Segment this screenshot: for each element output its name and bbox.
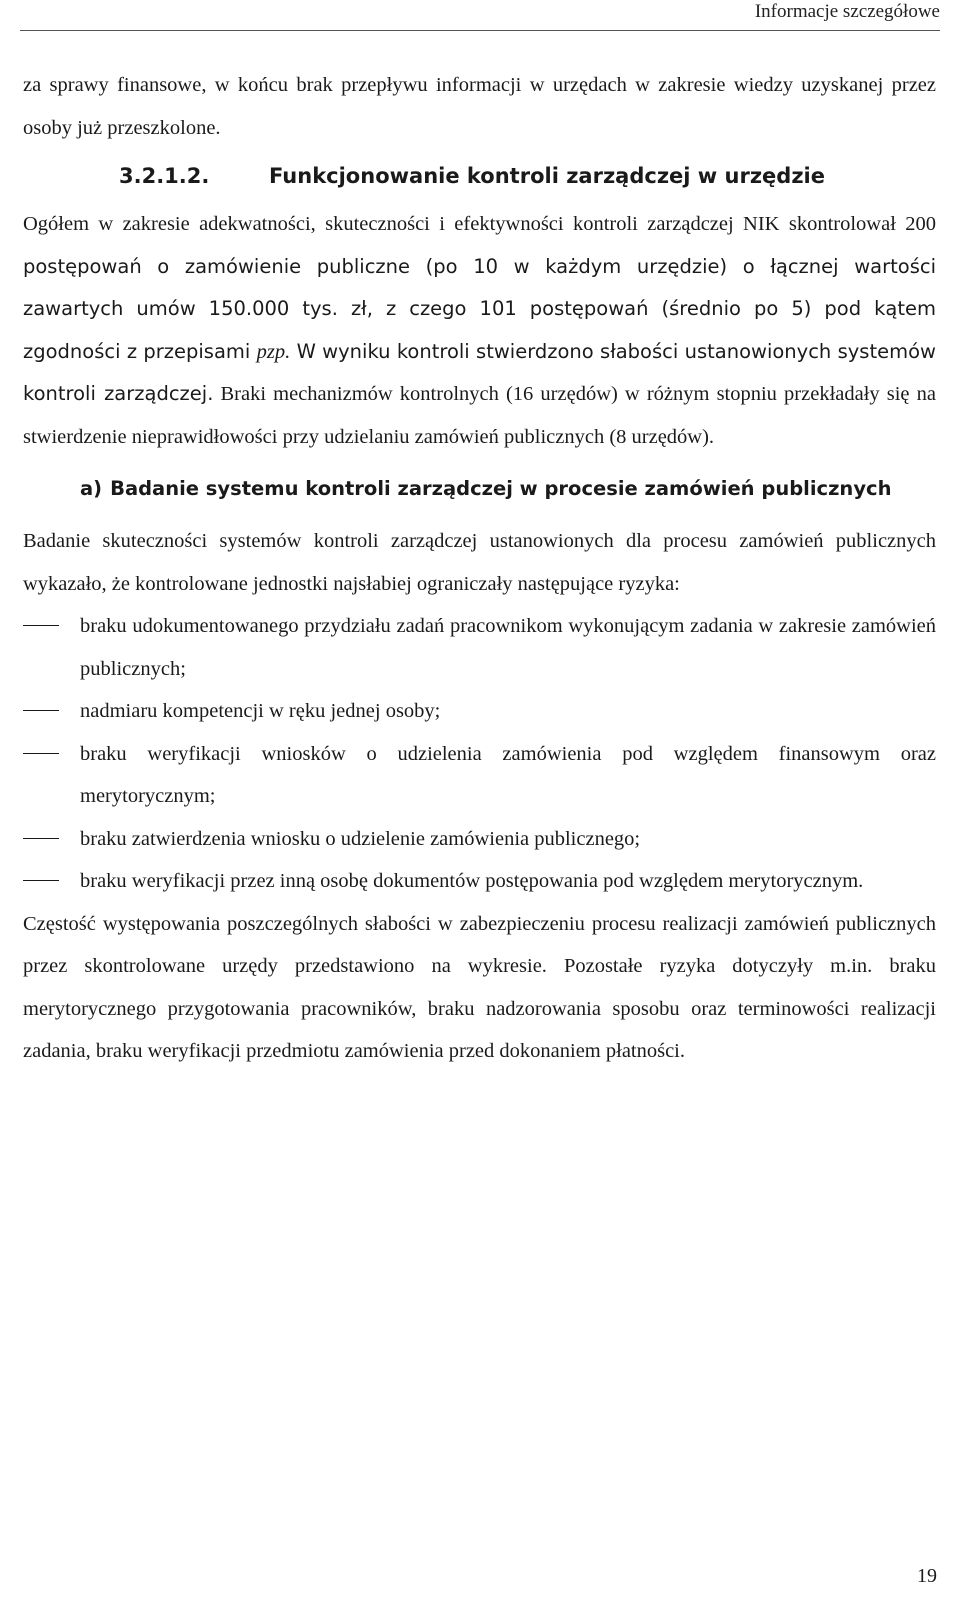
overview-text-part-1: Ogółem w zakresie adekwatności, skuteczności i efektywności kontroli zarządczej NIK skontrolował 200 <box>23 213 936 235</box>
list-item <box>23 690 936 733</box>
header-divider <box>20 30 940 31</box>
overview-paragraph <box>23 203 936 458</box>
running-header: Informacje szczegółowe <box>754 1 940 22</box>
list-item <box>23 818 936 861</box>
list-item-text: nadmiaru kompetencji w ręku jednej osoby; <box>80 700 441 722</box>
overview-text-part-4: W wyniku kontroli stwierdzono słabości ustanowionych systemów kontroli zarządczej. <box>23 339 936 405</box>
list-item-text: braku weryfikacji przez inną osobę dokumentów postępowania pod względem merytorycznym. <box>80 870 864 892</box>
list-item <box>23 860 936 903</box>
overview-text-part-2: postępowań o zamówienie publiczne (po 10 w każdym urzędzie) o łącznej wartości zawartych umów 150.000 tys. zł, z czego 101 postępowań (średnio po 5) pod kątem zgodności z przepisami <box>23 254 936 363</box>
list-item <box>23 733 936 818</box>
section-heading <box>23 149 936 203</box>
overview-text-part-5: Braki mechanizmów kontrolnych (16 urzędów) w różnym stopniu przekładały się na stwierdzenie nieprawidłowości przy udzielaniu zamówień publicznych (8 urzędów). <box>23 383 936 448</box>
subsection-heading <box>23 458 936 520</box>
list-item <box>23 605 936 690</box>
dash-bullet-icon <box>23 838 59 839</box>
dash-bullet-icon <box>23 880 59 881</box>
page-body <box>23 64 936 1073</box>
section-title: Funkcjonowanie kontroli zarządczej w urzędzie <box>269 164 825 188</box>
dash-bullet-icon <box>23 753 59 754</box>
study-paragraph: Badanie skuteczności systemów kontroli zarządczej ustanowionych dla procesu zamówień publicznych wykazało, że kontrolowane jednostki najsłabiej ograniczały następujące ryzyka: <box>23 530 936 595</box>
overview-text-pzp: pzp. <box>256 340 291 363</box>
risk-list <box>23 605 936 903</box>
subsection-title: Badanie systemu kontroli zarządczej w procesie zamówień publicznych <box>110 477 892 500</box>
dash-bullet-icon <box>23 625 59 626</box>
list-item-text: braku udokumentowanego przydziału zadań pracownikom wykonującym zadania w zakresie zamówień publicznych; <box>80 615 936 680</box>
page-number: 19 <box>917 1565 937 1587</box>
list-item-text: braku weryfikacji wniosków o udzielenia zamówienia pod względem finansowym oraz merytorycznym; <box>80 742 936 807</box>
subsection-letter: a) <box>80 477 103 500</box>
dash-bullet-icon <box>23 710 59 711</box>
intro-continuation-paragraph: za sprawy finansowe, w końcu brak przepływu informacji w urzędach w zakresie wiedzy uzyskanej przez osoby już przeszkolone. <box>23 74 936 139</box>
list-item-text: braku zatwierdzenia wniosku o udzielenie zamówienia publicznego; <box>80 827 641 850</box>
closing-paragraph: Częstość występowania poszczególnych słabości w zabezpieczeniu procesu realizacji zamówień publicznych przez skontrolowane urzędy przedstawiono na wykresie. Pozostałe ryzyka dotyczyły m.in. braku merytorycznego przygotowania pracowników, braku nadzorowania sposobu oraz terminowości realizacji zadania, braku weryfikacji przedmiotu zamówienia przed dokonaniem płatności. <box>23 912 936 1062</box>
section-number: 3.2.1.2. <box>119 164 210 188</box>
